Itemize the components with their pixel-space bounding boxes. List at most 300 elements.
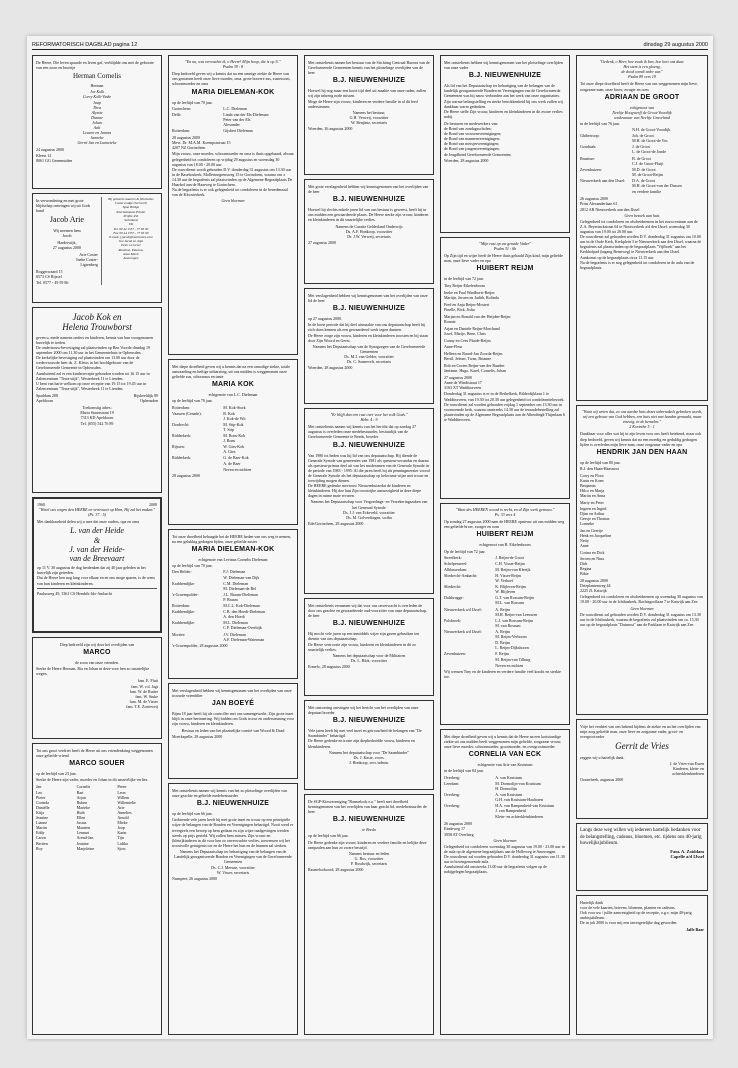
ad-date: op de leeftijd van 23 jaar. <box>36 771 77 777</box>
ad-names: J. de Vries-van Essen Kinderen, klein- en achterkleinkinderen <box>669 760 704 777</box>
masthead <box>32 40 708 50</box>
family-row: Fred en Anja Reijm-Mostert Finelle, Rick, Jisha <box>444 301 490 312</box>
obituary-marco-1 <box>32 637 162 739</box>
deceased-name: HENDRIK JAN DEN HAAN <box>596 448 688 456</box>
ad-intro: Met ontsteltenis hebben wij kennisgenomen van het plotselinge overlijden van onze vader <box>444 60 563 71</box>
ad-body: geven u, mede namens onders en kinderen, kennis van hun voorgenomen huwelijk te treden. De ondertrouw-bevestiging zal plaatsvinden op Ben Voorde dinsdag 19 september 2000 om 11.30 uur in het Gemeentehuis te Opheusden. De kerkelijke bevestiging zal plaatsvinden om 13.00 uur door de wedervrouwde heer ds. Z. Kleiss in het hoofdgebouw van de Gereformeerde Gemeente in Opheusden. Aansluitend zal er een kinderrecepte gehouden worden tot 16.15 uur in Zalencentrum "Terra-stijk", Westerbeek 11 te Lienden. U bent van harte welkom op onze receptie van 19.15 tot 19.45 uur in Zalencentrum "Terra-stijk", Westerbeek 11 te Lienden. <box>36 334 154 391</box>
family-row <box>172 603 294 608</box>
ad-footer: Geen bloemen <box>630 605 654 611</box>
friend-name: Sjors <box>117 845 126 851</box>
family-names: Klein- en achterkleinkinderen <box>495 814 543 820</box>
obituary-dieleman-2 <box>168 529 298 679</box>
family-rows <box>444 283 566 374</box>
year-end: 2000 <box>149 502 157 507</box>
ad-date: op de leeftijd van 66 jaar. <box>172 811 213 817</box>
ad-date: op de leeftijd van 80 jaar. <box>580 459 621 465</box>
ad-signature: Namens het Deputaatschap van de Synagoegen van de Gereformeerde Gemeenten Ds. M.J. van Gelder, voorzitter Ds. C. Sonnevelt, secretaris <box>312 343 426 365</box>
family-row <box>172 411 294 421</box>
family-names: Joe Kolk Corry Kolk-Vinke Jaap Thea Alyette Dianne Johan Aalt Leuven en Jannes Janneke Gerrit Jan en Lunneteke <box>77 89 117 146</box>
ad-subtitle: zeggen wij u hartelijk dank. <box>580 754 625 760</box>
family-place: Den Helder: <box>172 569 192 575</box>
family-names: A. Reijm M. Reijm-Verboom <box>495 629 527 640</box>
ad-footer: Geen bezoek aan huis <box>624 212 660 218</box>
ad-intro: Dankbaar voor alles wat hij in zijn leven voor ons heeft betekend, maar ook diep bedroefd, geven wij kennis dat na een moedig en geduldig gedragen lijden is overleden mijn lieve man, onze zorgzame vader en opa <box>580 431 702 447</box>
ad-date: in de leeftijd van 76 jaar. <box>580 120 620 126</box>
ad-address: Paulusweg 49, 3361 CS Hendrik-Ido-Ambacht <box>37 590 112 596</box>
scripture-quote: "Want des HEEREN woord is recht, en al Zijn werk getrouw." Ps. 33 vers 4 <box>455 507 555 518</box>
family-place: Nieuwerkerk a/d IJssel: <box>444 629 482 635</box>
deceased-name: B.J. NIEUWENHUIZE <box>332 305 406 313</box>
family-rows <box>580 466 704 576</box>
family-rows <box>444 775 566 820</box>
family-row <box>580 156 704 166</box>
friend-name: Jeanine <box>36 815 48 821</box>
ad-date: op 27 augustus 2000. <box>308 316 342 322</box>
obituary-de-groot <box>576 55 708 401</box>
ad-intro: Op zondag 27 augustus 2000 nam de HEERE opnieuw uit ons midden weg een geliefde broer, zwager en oom <box>444 519 565 530</box>
family-names: G. de Baer-Kok A. de Baer <box>223 455 249 466</box>
family-place: Ridderkerk: <box>172 433 192 439</box>
family-row <box>172 128 294 133</box>
family-rows <box>172 405 294 472</box>
family-names: K. Blijleven-Reijm W. Blijleven <box>495 584 526 595</box>
family-names: G.T. van Rossum-Reijm M.L. van Rossum <box>495 595 535 606</box>
family-names: M. Stip-Kok T. Stip <box>223 421 244 432</box>
friend-name: Huib <box>76 809 85 815</box>
ad-subtitle: echtgenote van Arie van Kruistum <box>477 762 533 768</box>
deceased-name: MARCO SOUER <box>69 760 125 768</box>
ad-intro: Tot onze diepe droefheid heeft de Heere van ons weggenomen mijn lieve, zorgzame man, onze broer, zwager en oom <box>580 81 698 92</box>
ad-intro: Met dankbaarheid delen wij u mee dat onze ouders, opa en oma <box>37 519 139 525</box>
ad-footer: Moerkapelle, 28 augustus 2000 <box>172 733 223 739</box>
family-row: Marjan en Ronald van der Heijden-Reijm Ronnie <box>444 314 511 325</box>
friend-name: Arend-Jan <box>76 835 94 841</box>
ad-subtitle: echtgenote van L.C. Dieleman <box>208 392 258 398</box>
ad-footer: 27 augustus 2000 <box>308 239 336 245</box>
ad-date: Op de leeftijd van 72 jaar. <box>444 548 486 554</box>
deceased-name: MARIA KOK <box>212 381 254 389</box>
family-row <box>172 405 294 410</box>
family-names: D.A. de Groot M.H. de Groot-van der Dussen <box>632 178 682 189</box>
ad-address: 26 augustus 2000 Prins Alexanderlaan 61 2812 AR Nieuwerkerk aan den IJssel <box>580 196 640 212</box>
ad-body: Als lid van het Deputaatschap ter behartiging van de belangen van de landelijk georganiseerde Bonden en Verenigingen van de Gereformeerde Gemeenten was hij nauw verbonden aan het werk van onze organisaties. Zijn warme belangstelling en sterke betrokkenheid bij ons werk zullen wij dankbaar warm gedenken. De Heere stelle Zijn vrouw, kinderen en kleinkinderen in dit zware verlies nabij. <box>444 83 563 119</box>
family-row: Tiny Reijm-Eikelenboom <box>444 282 485 288</box>
family-row <box>444 814 566 819</box>
ad-footer: 's-Gravenpolder, 28 augustus 2000 <box>172 642 228 648</box>
obituary-nieuwenhuize-c2 <box>168 783 298 1035</box>
friend-name: Karin <box>117 830 127 836</box>
newspaper-page <box>27 36 713 1039</box>
deceased-name: HUIBERT REIJM <box>476 265 534 273</box>
family-row: Ineke en Paul Windhorst-Reijm Martijn, Jeroen en Judith, Rolinda <box>444 289 499 300</box>
ad-address: 24 augustus 2000 Kleest 12 8061 GG Genemuiden <box>36 147 73 163</box>
ad-signature: Namens het deputaatschap voor "De Saambinder" Ds. J. Kaste, voors. J. Honkoop, secr./admin. <box>328 749 410 765</box>
ad-intro: Met ontsteltenis vernamen wij dat voor ons onverwacht is overleden de door ons geachte en gewaardeerde oud-voorzitter van onze deputaatschap, de heer <box>308 603 427 619</box>
family-names: M. Bons-Kok J. Bons <box>223 433 246 444</box>
deceased-name: Gerrit de Vries <box>615 741 669 752</box>
family-row <box>444 640 566 650</box>
family-place: Nieuwerkerk a/d IJssel: <box>444 606 482 612</box>
thanks-zoiddam <box>576 823 708 891</box>
friend-name: Marieke <box>76 804 90 810</box>
friend-name: Annelies <box>117 809 132 815</box>
family-row <box>172 422 294 432</box>
friend-name: Willem <box>117 794 130 800</box>
obituary-dieleman-1 <box>168 55 298 355</box>
column-3 <box>304 55 434 1035</box>
ad-names: Ds. C.J. Meeuse, voorzitter W. Visser, secretaris <box>211 865 255 876</box>
family-list: fam. E. Fluit fam. W. v.d. Jagt fam. W. de Ruiter fam. W. Stuke fam. M. de Visser fam. T.E. Zoeteweij <box>126 678 158 709</box>
ad-intro: Tot onze droefheid behaagde het de HEERE heden van ons weg te nemen, na een gelukkig gedragen lijden, onze geliefde zuster <box>172 534 291 545</box>
ad-body: De Heere gedenke zijn vrouw, kinderen en verdere familie en belijke deze rampzalen aan hun zo zware bestrijd. <box>308 839 427 850</box>
friend-name: Maarten <box>76 825 90 831</box>
friend-name: Arie <box>117 804 125 810</box>
family-names: L.C. Dieleman <box>223 105 247 111</box>
family-row: Corry en Floor Karin en Koen Benjamin Hilco en Marja Martin en Anna <box>580 472 606 499</box>
family-names: J. Reijm-de Groot <box>495 554 525 560</box>
family-place: Overberg: <box>444 791 461 797</box>
friend-name: Jeanine <box>76 840 89 846</box>
deceased-name: B.J. NIEUWENHUIZE <box>332 620 406 628</box>
family-place: Rotterdam: <box>172 404 190 410</box>
family-names: J.V. Dieleman A.F. Dieleman-Waterman <box>223 631 265 642</box>
family-place <box>444 814 495 819</box>
ad-intro: Tot ons groot verdriet heeft de Heere uit ons vriendenkring weggenomen onze geliefde vriend <box>36 748 153 759</box>
ad-body: op 11 V. 30 augustus de dag herdenken dat zij 40 jaar geleden in het huwelijk zijn getreden. Dat de Heere hen nog lang voor elkaar en en ons moge sparen, is de wens van hun kinderen en kleinkinderen. <box>37 565 155 586</box>
ad-footer: Rasmelookoord, 28 augustus 2000 <box>308 867 364 873</box>
scripture-quote: "Wetel ons wegen den HEERE en vertrouwt op Hem, Hij zal het maken." (Ps. 37 : 5) <box>38 507 156 518</box>
couple-names: Jacob Kok en Helena Trouwborst <box>62 312 132 332</box>
family-row <box>172 609 294 619</box>
ad-date: op de leeftijd van 70 jaar. <box>172 563 213 569</box>
family-row <box>172 112 294 127</box>
scripture-quote: "En nu, wat verwachte ik, o Heere! Mijn hoop, die is op U." Psalm 39 : 8 <box>185 59 281 70</box>
friend-name: Ellen <box>76 815 86 821</box>
deceased-name: MARIA DIELEMAN-KOK <box>191 546 275 554</box>
family-rows <box>444 555 566 668</box>
family-place <box>444 640 495 650</box>
ad-signature: Namens de Curatie Gelderland Onderwijs Ds. A.F. Honkoop, voorzitter Dr. J.W. Verweij, secretaris <box>335 223 403 239</box>
obituary-van-eck <box>440 729 570 1035</box>
friend-name: Tijn <box>117 835 124 841</box>
family-names: M.D. de Groot M. de Groot-Reijm <box>632 166 663 177</box>
family-names: F. Reijm M. Reijm-van Tilburg <box>495 651 531 662</box>
family-names: M.C.L. Kok-Dieleman <box>223 603 260 609</box>
obituary-nieuwenhuize-c3-4 <box>304 408 434 594</box>
deceased-name: MARIA DIELEMAN-KOK <box>191 88 275 96</box>
ad-body: Hoewel hij slechts enkele jaren lid van ons bestuur is geweest, heeft hij in ons midden een gewaardeerde plaats. De Heere sterke zijn vrouw, kinderen en kleinkinderen in dit smartelijke verlies. <box>308 207 429 223</box>
ad-footer: 28 augustus 2000 <box>172 472 200 478</box>
family-row: Rob en Corien Reijm-van der Raaden Jantinne, Hugo, Karel, Cornelis, Johan <box>444 362 506 374</box>
friend-name: Corinda <box>36 799 49 805</box>
family-place: Vaassen (Cenade): <box>172 410 202 416</box>
family-place: Goudstak: <box>580 144 597 150</box>
family-names: D. Reijm L. Reijm-Dijkshoorn <box>495 640 529 651</box>
family-names: Joh. de Groot M.H. de Groot-de Vos <box>632 133 668 144</box>
family-place: Dalsbrugge: <box>444 595 464 601</box>
family-row <box>444 629 566 639</box>
ad-intro: Diep bedroefd zijn wij door het overlijden van <box>59 642 135 647</box>
family-names: A. van Kruistum <box>495 774 523 780</box>
family-names: en verdere familie <box>632 189 662 195</box>
deceased-name: MARCO <box>83 649 111 657</box>
family-place: 's-Gravenpolder: <box>172 591 199 597</box>
ad-intro: Met ontroering ontvingen wij het bericht van het overlijden van onze deputaat broeder <box>308 705 419 716</box>
friend-name: Joop <box>117 825 125 831</box>
friend-name: Lennart <box>76 830 90 836</box>
family-row <box>444 663 566 668</box>
ad-signature: De besturen en medewerkers van: de Bond van zondagsscholen; de Bond van vrouwenverenigingen; de Bond van mannenverenigingen; de Bond van meisjesverenigingen; de Bond van jongensverenigingen; de Jeugdbond Gereformeerde Gemeenten. <box>444 120 512 157</box>
family-names: B. Kok J. Kok-de Wit <box>223 410 246 421</box>
family-names: Gijsbert Dieleman <box>223 128 253 134</box>
scripture-quote: "Gedenk, o Heer, hoe zwak ik ben, hoe kort ons duur. Het stem is een gloeng, de dood wendt teder uur." Psalm 89 vers 19 <box>599 59 685 80</box>
obituary-nieuwenhuize-c3-1 <box>304 55 434 175</box>
family-place: Krabbendijke: <box>172 620 195 626</box>
future-address: Toekomstig adres: Maria Staartstraat 19 7313 KD Apeldoorn Tel. (055) 542 76 89 <box>80 405 114 426</box>
family-names: B. de Groot C.J. de Groot-Fluijt <box>632 155 664 166</box>
family-names: Linda van der Els-Dieleman Peter van der Els Alexander <box>223 111 269 127</box>
family-place: Overberg: <box>444 803 461 809</box>
family-row <box>580 189 704 194</box>
family-row <box>172 467 294 472</box>
ad-subtitle: echtgenoot van Neeltje Hoogwerff de Groot-Voordijk weduwnaar van Neeltje Graveland <box>612 104 672 120</box>
friend-name: Justus <box>76 820 87 826</box>
ad-signature: Namens het deputaatschap voor de Militairen Ds. L. Blok, voorzitter <box>332 652 406 663</box>
obituary-nieuwenhuize-c3-6 <box>304 700 434 790</box>
family-place: Mortier: <box>172 631 186 637</box>
ad-body: Hij mocht vele jaren op een inmiddels wijze zijn gaven gebruiken ten dienste van ons deputaatschap. De Heere vertrooste zijn vrouw, kinderen en kleinkinderen in dit zo smartelijk verlies. <box>308 631 420 652</box>
friend-name: Pieter <box>36 794 46 800</box>
ad-body: Gelegenheid tot condoleren en afscheidnemen in het rouwcentrum aan de Z.A. Beyerinckstraat 64 te Nieuwerkerk a/d den IJssel, woensdag 30 augustus van 19.00 tot 20.00 uur. De rouwdienst zal gehouden worden D.V. donderdag 31 augustus om 10.00 uur in de Oude Kerk, Kerkplein 3 te Nieuwerkerk aan den IJssel, waarna de begrafenis zal plaatsvinden op de begraafplaats "Vijfhoek" aan het Kerkhofpad (ingang Bermweg) te Nieuwerkerk aan den IJssel. Aankomst op de begraafplaats circa 11.15 uur. Na de begrafenis is er nog gelegenheid tot condoleren in de aula van de begraafplaats. <box>580 218 702 270</box>
ad-intro: Met ontsteltenis namen het bestuur van de Stichting Centraal Bureau van de Gereformeerde Gemeenten kennis van het plotselinge overlijden van de heer <box>308 60 430 76</box>
ad-body-2: De rouwdienst zal gehouden worden D.V. donderdag 31 augustus om 13.30 uur in de Ichthuskerk, waarna de begrafenis zal plaatsvinden om ca. 15.30 uur op de begraafplaats "Duinrust" aan de Parklaan te Katwijk aan Zee. <box>580 611 701 627</box>
family-place: Alblasserdam: <box>444 566 468 572</box>
family-names: W. Gies-Kok A. Gies <box>223 444 245 455</box>
family-names: C.M. Dieleman M. Dieleman-de Bel <box>223 580 257 591</box>
ad-date: in de leeftijd van 72 jaar. <box>444 276 484 282</box>
deceased-name: B.J. NIEUWENHUIZE <box>332 816 406 824</box>
deceased-name: CORNELIA VAN ECK <box>468 751 542 759</box>
ad-intro: Op Zijn tijd en wijze heeft de Heere thuis gehaald Zijn kind, mijn geliefde man, onze lieve vader en opa <box>444 253 563 264</box>
friend-name: Roy <box>36 845 43 851</box>
family-place: Krabbendijke: <box>172 580 195 586</box>
family-row: Arjan en Daniele Reijm-Marchand Josef, Marije, Bene, Chris <box>444 326 500 337</box>
family-place: Rotterdam: <box>172 603 190 609</box>
ad-body: Mijn vrouw, onze moeder, schoonmoeder en oma is thuis opgebaard, alwaar gelegenheid tot condoleren op vrijdag 29 augustus en woensdag 30 augustus van 18.00 - 20.00 uur. De rouwdienst wordt gehouden D.V. donderdag 31 augustus om 13.30 uur in de Baseboskerk, Mollerinegrensweg 15 te Gorinchem, waarna om ± 14.30 uur de begrafenis zal plaatsvinden op de Algemene Begraafplaats De Haarhof aan de Haarweg te Gorinchem. Na de begrafenis is er ook gelegenheid tot condoleren in de benedenzaal van de Kloosterkerk. <box>172 151 294 198</box>
friend-name: Leon <box>117 789 126 795</box>
ad-signature: Namens bestuur en leden G. Bos, voorzitter P. Rosdwijk, secretaris <box>348 850 390 866</box>
family-place: Overberg: <box>444 774 461 780</box>
obituary-nieuwenhuize-c3-5 <box>304 598 434 696</box>
friend-name: Willemieke <box>117 799 136 805</box>
ad-body: Bijna 18 jaar heeft hij als controller met ons samengewerkt. Zijn grote inzet blijft in onze herinnering. Wij bidden om Gods troost en ondersteuning voor zijn vrouw, kinderen en kleinkinderen. <box>172 711 294 727</box>
family-rows <box>172 569 294 641</box>
ad-place: te Breda <box>362 827 376 833</box>
ad-body: Vele jaren heeft hij met veel inzet en getrouwheid de belangen van "De Saambinder" behartigd. De Heere gedenke en troste zijn diepbedroefde vrouw, kinderen en kleinkinderen. <box>308 728 422 749</box>
ad-date: in de leeftijd van 84 jaar. <box>444 768 484 774</box>
family-place: Polsbroek: <box>444 617 462 623</box>
birth-ad-herman <box>32 55 162 189</box>
family-row <box>172 444 294 454</box>
friends-list <box>36 784 158 850</box>
family-place: Delft: <box>172 111 182 117</box>
ad-footer: Woerden, 28 augustus 2000 <box>308 365 353 371</box>
deceased-name: JAN BOEYÉ <box>211 700 255 708</box>
friend-name: Kitja <box>36 809 44 815</box>
family-names: M. Reijm-van Kleeijk <box>495 566 531 572</box>
family-row <box>444 781 566 791</box>
friend-name: Lidika <box>117 840 128 846</box>
family-row <box>172 620 294 630</box>
sidebar-note: Bij geboorte kaarten & felicitaties Coster Lodge Overvecht Span Bridge Internationale Printer Profile 45h Schotland UK Tel. 00 44 1557 - 77 63 90 Fax 00 44 1557 - 77 63 90 E-mail: j.jacob@heartnotes.com Jan Jacob en Anja Peter en Greet Rosaline, Pateena, Anna Marie Amerongen <box>101 197 158 285</box>
family-names: N.H. de Groot-Voordijk <box>632 127 671 133</box>
family-place: Krabbendijke: <box>172 609 195 615</box>
column-5 <box>576 55 708 1035</box>
friend-name: Daniëlle <box>36 804 50 810</box>
scripture-quote: "Mijn rust op uw genade Vader" Psalm 31 : 6b <box>479 241 531 252</box>
child-name: Jacob Arie <box>49 215 84 225</box>
ad-signature: Namens het bestuur, G.H. Verweij, voorzitter W. Benjiniz, secretaris <box>349 109 389 125</box>
family-place: Ridderkerk: <box>172 455 192 461</box>
family-row <box>172 455 294 465</box>
family-row <box>444 584 566 594</box>
family-row <box>444 595 566 605</box>
ad-address: Roggerwaard 15 6573 CS Rijssel Tel. 0577 - 49 59 86 <box>36 269 69 285</box>
ad-intro: Diep bedroefd geven wij u kennis dat na een omnige ziekte de Heere van ons genomen heeft onze lieve moeder, oma, grote bravere zus, zusteroom, schoonmoeder en oma <box>172 71 291 87</box>
family-row <box>444 607 566 617</box>
ad-signature: Bestuur en leden van het plaatselijke comité van Woord & Daad <box>181 727 285 733</box>
deceased-name: B.J. NIEUWENHUIZE <box>196 800 270 808</box>
ad-footer: Ede/Gorinchem, 28 augustus 2000 <box>308 520 364 526</box>
ad-intro: Met ontsteltenis namen wij kennis van het bericht dat op zondag 27 augustus is overleden onze medebestuurder, bestuurlijk van de Gereformeerde Gemeente te Reeds, broeder <box>308 424 417 440</box>
ad-address: 27 augustus 2000 Anne de Windtstraat 17 3163 XT Waddinxveen <box>444 375 482 391</box>
ad-body: Gelegenheid tot condoleren woensdag 30 augustus van 19.00 - 21.00 uur in de aula op de algemene begraafplaats aan de Holleweg te Amerongen. De rouwdienst zal worden gehouden D.V. donderdag 31 augustus om 11.30 uur in bovengenoemde aula. Aansluitend ald omstreeks 13.00 uur de begrafenis volgen op de nabijgelegen begraafplaats. <box>444 843 565 875</box>
ad-address: 28 augustus 2000 Mevr. Dr. M.A.M. Koempststraat 15 4207 NZ Gorinchem <box>172 135 231 151</box>
family-names: M. Dormolijn-van Kruistum H. Dormolijn <box>495 780 541 791</box>
friend-name: Cornelis <box>76 784 91 790</box>
ad-intro: Met ontsteltenis namen wij kennis van het zo plotselinge overlijden van onze geachte en geliefde medebestuurder <box>172 788 287 799</box>
deceased-name: B.J. NIEUWENHUIZE <box>332 441 406 449</box>
obituary-maria-kok <box>168 359 298 525</box>
family-rows <box>580 127 704 194</box>
family-names: J. de Groot L. de Groot-de Jonde <box>632 144 667 155</box>
ad-body: Sterke de Heere Herman, Ria en Johan in deze voor hen zo smartelijke wegen. <box>36 666 150 677</box>
family-place: Nieuwerkerk aan den IJssel: <box>580 178 626 184</box>
ad-intro: Met grote verslagenheid hebben wij kennisgenomen van het overlijden van de heer <box>308 184 429 195</box>
family-row <box>172 581 294 591</box>
obituary-nieuwenhuize-c3-7 <box>304 794 434 1035</box>
parent-names: Arie Coster Ineke Coster- Ligtenberg <box>76 252 98 268</box>
family-row <box>444 775 566 780</box>
family-names: A. van Kruistum G.H. van Kruistum-Haaltoren <box>495 791 543 802</box>
family-row <box>444 555 566 560</box>
family-place <box>172 467 223 472</box>
family-row: Conny en Cees Fluide-Reijm Anne-Fleur <box>444 338 491 349</box>
ad-signature: Jaffe Baar <box>686 926 704 932</box>
family-names: M.L. Dieleman C.P. Dieleman-Overbijk <box>223 620 262 631</box>
scripture-quote: "Want wij weten dat, zo ons aardse huis dezes tabernakels gebroken wordt, wij een gebouw van God hebben, een huis niet met handen gemaakt, maar eeuwig, in de hemelen." 2 Korinthe 5 : 1 <box>582 409 702 430</box>
family-row <box>580 133 704 143</box>
family-place: Schelpenweel: <box>444 560 468 566</box>
family-place: Sliedrecht: <box>444 584 462 590</box>
ad-body: Wij wensen Tiny en de kinderen en verdere familie veel kracht en sterkte toe. <box>444 668 561 679</box>
deceased-name: ADRIAAN DE GROOT <box>604 93 680 101</box>
family-row <box>444 573 566 583</box>
family-row <box>172 106 294 111</box>
family-names: Neven en nichten <box>223 466 252 472</box>
obituary-reijm-1 <box>440 237 570 499</box>
family-row: R.J. den Haan-Haasnoot <box>580 465 619 471</box>
ad-footer: Ermelo, 28 augustus 2000 <box>308 663 350 669</box>
ad-place: Harderwijk, 27 augustus 2000 <box>52 239 81 250</box>
anniversary-ad <box>32 497 162 633</box>
family-row <box>172 592 294 602</box>
ad-intro: De Heere, Die leven spaarde en leven gaf, verblijdde ons met de geboorte van een zoon en broertje <box>36 60 154 71</box>
friend-name: Marjoleine <box>76 845 95 851</box>
ad-body: Donderdag 31 augustus is er in de Bethelkerk, Bilderdijklaan 1 te Waddinxveen, van 19.30 tot 20.30 uur gelegenheid tot condoleantiebezoek. De rouwdienst zal worden gehouden vrijdag 1 september om 13.30 uur in voornoemde kerk, waarna omstreeks 14.30 uur de teraardebestelling zal plaatsvinden op de Algemene Begraafplaats aan de Alberdingk Thijmlaan 6 te Waddinxveen. <box>444 391 565 423</box>
ad-footer: Geen bloemen <box>493 837 517 843</box>
friend-name: Ruben <box>76 799 88 805</box>
ad-subtitle: echtgenoot van B. Eikelenboom <box>479 542 531 548</box>
friend-name: Martin <box>36 825 47 831</box>
obituary-reijm-2 <box>440 503 570 725</box>
family-place: Brunisse: <box>580 155 596 161</box>
column-1 <box>32 55 162 1035</box>
year-start: 1960 <box>37 502 45 507</box>
ad-intro: Met verslagenheid hebben wij kennisgenomen van het overlijden van onze lid de heer <box>308 293 428 304</box>
ad-body: Gelegenheid tot condoleren en afscheidnemen op woensdag 30 augustus van 19.00 - 20.00 uur in de Ichthuskerk, Rachtsgoollaan 7 te Katwijk aan Zee. <box>580 594 703 605</box>
family-place: Streefkerk: <box>444 554 462 560</box>
family-names: A. Reijm M.H. Reijm-van Leeuwen <box>495 606 538 617</box>
ad-address: 26 augustus 2000 Eindeweg 17 3958 AT Overberg <box>444 821 474 837</box>
obituary-marco-2 <box>32 743 162 1035</box>
family-names: C.B. den Hoedt-Dieleman A. den Hoedt <box>223 609 266 620</box>
deceased-name: HUIBERT REIJM <box>476 531 534 539</box>
couple-names: L. van der Heide & J. van der Heide- van de Breevaart <box>69 526 125 563</box>
family-names: L.J. van Rossum-Reijm M. van Rossum <box>495 617 534 628</box>
scripture-quote: "Er blijft dan een rust over voor het volk Gods." Hebr. 4 : 9 <box>330 412 408 423</box>
ad-body: Langs deze weg willen wij iedereen hartelijk bedanken voor de belangstelling, cadeaus, bloemen, etc. tijdens ons 40-jarig huwelijksjubileum. <box>580 828 702 846</box>
foot-right: Bijsbeeldijk 89 Opheusden <box>133 392 158 404</box>
family-place: Zevenhuizen: <box>444 651 466 657</box>
ad-intro: Met diepe droefheid geven wij u kennis dat de Heere na een kortstondige ziekte uit ons midden heeft weggenomen mijn geliefde, zorgzame vrouw, onze lieve moeder, schoonmoeder, grootmoeder, en overgrootmoeder <box>444 734 562 750</box>
family-row <box>580 144 704 154</box>
friend-name: Leo <box>36 789 43 795</box>
family-names: M. Kok-Stork <box>223 404 246 410</box>
family-names: H.A. van Rampenheid-van Kruistum J. van Rampenheid <box>495 803 555 814</box>
deceased-name: B.J. NIEUWENHUIZE <box>332 77 406 85</box>
friend-name: Jan <box>36 784 42 790</box>
foot-left: Spaddam 208 Apeldoorn <box>36 392 58 404</box>
ad-footer: Woerden, 28 augustus 2000 <box>444 157 489 163</box>
family-place: Dordrecht: <box>172 421 190 427</box>
family-row <box>444 618 566 628</box>
ad-body: Gedurende vele jaren heeft hij met grote inzet en trouw op een principiële wijze de belangen van de Bonden en Verenigingen behartigd. Nooit werd er tevergeefs een beroep op hem gedaan en zijn wijze raadgevingen werden steeds op prijs gesteld. Wij zullen hem missen. Zijn vrouw en (klein)kinderen in dit voor hen zo onverwachte verlies, toewensen wij het troostvolle getuigenis toe en de Heere het hun en de hunnen zal sterken. <box>172 817 294 848</box>
family-names: F.J. Dieleman W. Dieleman-van Dijk <box>223 569 260 580</box>
friend-name: Eddy <box>36 830 45 836</box>
thanks-de-vries <box>576 719 708 819</box>
ad-body: Hoewel hij nog maar een korte tijd deel uit maakte van onze raden, zullen wij zijn inbreng node missen. Moge de Heere zijn vrouw, kinderen en verdere familie in al dit leed ondersteunen. <box>308 88 427 109</box>
family-names: C.H. Visser-Reijm <box>495 560 525 566</box>
friend-name: Mieke <box>117 820 128 826</box>
family-rows <box>172 106 294 134</box>
ad-date: op de leeftijd van 70 jaar. <box>172 398 213 404</box>
obituary-nieuwenhuize-c3-2 <box>304 179 434 284</box>
ad-intro: De SGP-Kiesvereniging "Rasmelook e.o." heeft met droefheid kennisgenomen van het overlijden van haar geacht lid, medebestuurder de heer <box>308 799 427 815</box>
birth-ad-jacob <box>32 193 162 303</box>
family-row <box>444 792 566 802</box>
obituary-jan-boeye <box>168 683 298 779</box>
